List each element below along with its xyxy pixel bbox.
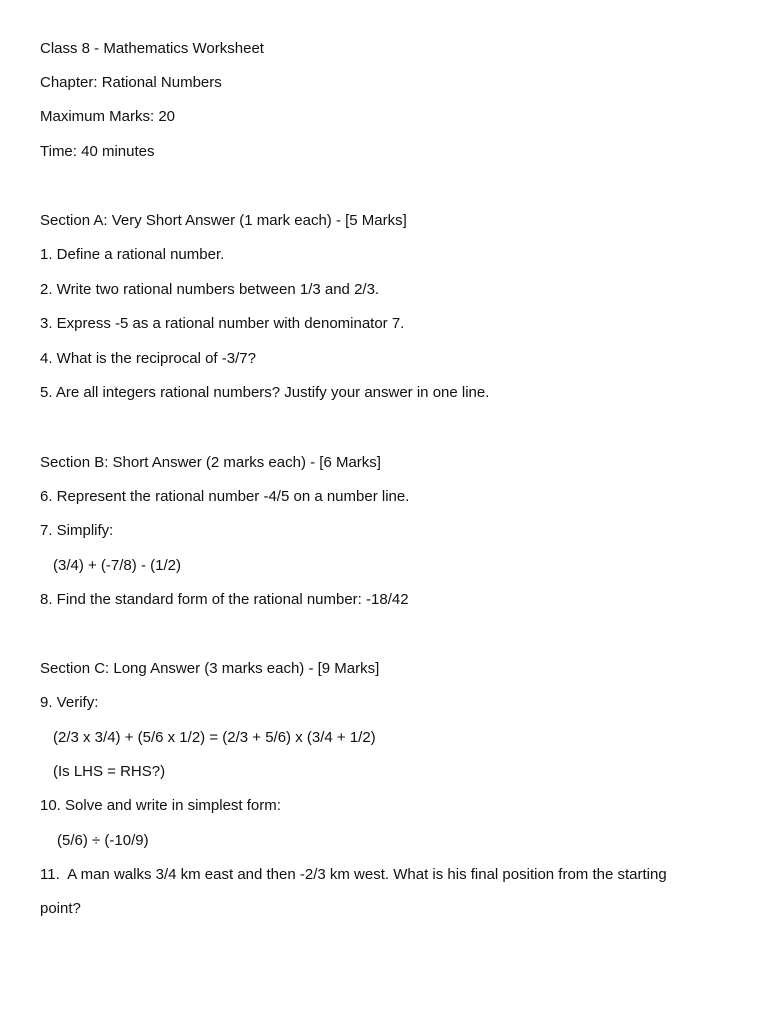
question-4: 4. What is the reciprocal of -3/7? bbox=[40, 350, 256, 367]
question-10-expression: (5/6) ÷ (-10/9) bbox=[57, 832, 149, 849]
time-line: Time: 40 minutes bbox=[40, 143, 155, 160]
question-1: 1. Define a rational number. bbox=[40, 246, 225, 263]
question-11: 11. A man walks 3/4 km east and then -2/3 km west. What is his final position from the starting point? bbox=[40, 866, 671, 917]
question-7-expression: (3/4) + (-7/8) - (1/2) bbox=[53, 557, 181, 574]
question-10: 10. Solve and write in simplest form: bbox=[40, 797, 281, 814]
question-9-expression: (2/3 x 3/4) + (5/6 x 1/2) = (2/3 + 5/6) x (3/4 + 1/2) bbox=[53, 729, 376, 746]
question-6: 6. Represent the rational number -4/5 on a number line. bbox=[40, 488, 410, 505]
question-9-note: (Is LHS = RHS?) bbox=[53, 763, 166, 780]
question-3: 3. Express -5 as a rational number with denominator 7. bbox=[40, 315, 405, 332]
chapter-line: Chapter: Rational Numbers bbox=[40, 74, 222, 91]
section-c-heading: Section C: Long Answer (3 marks each) - [9 Marks] bbox=[40, 660, 380, 677]
question-2: 2. Write two rational numbers between 1/3 and 2/3. bbox=[40, 281, 380, 298]
question-8: 8. Find the standard form of the rational number: -18/42 bbox=[40, 591, 409, 608]
question-9: 9. Verify: bbox=[40, 694, 99, 711]
section-b-heading: Section B: Short Answer (2 marks each) - [6 Marks] bbox=[40, 454, 381, 471]
question-5: 5. Are all integers rational numbers? Justify your answer in one line. bbox=[40, 384, 490, 401]
max-marks-line: Maximum Marks: 20 bbox=[40, 108, 176, 125]
section-a-heading: Section A: Very Short Answer (1 mark each) - [5 Marks] bbox=[40, 212, 407, 229]
question-7: 7. Simplify: bbox=[40, 522, 114, 539]
worksheet-title: Class 8 - Mathematics Worksheet bbox=[40, 40, 264, 57]
